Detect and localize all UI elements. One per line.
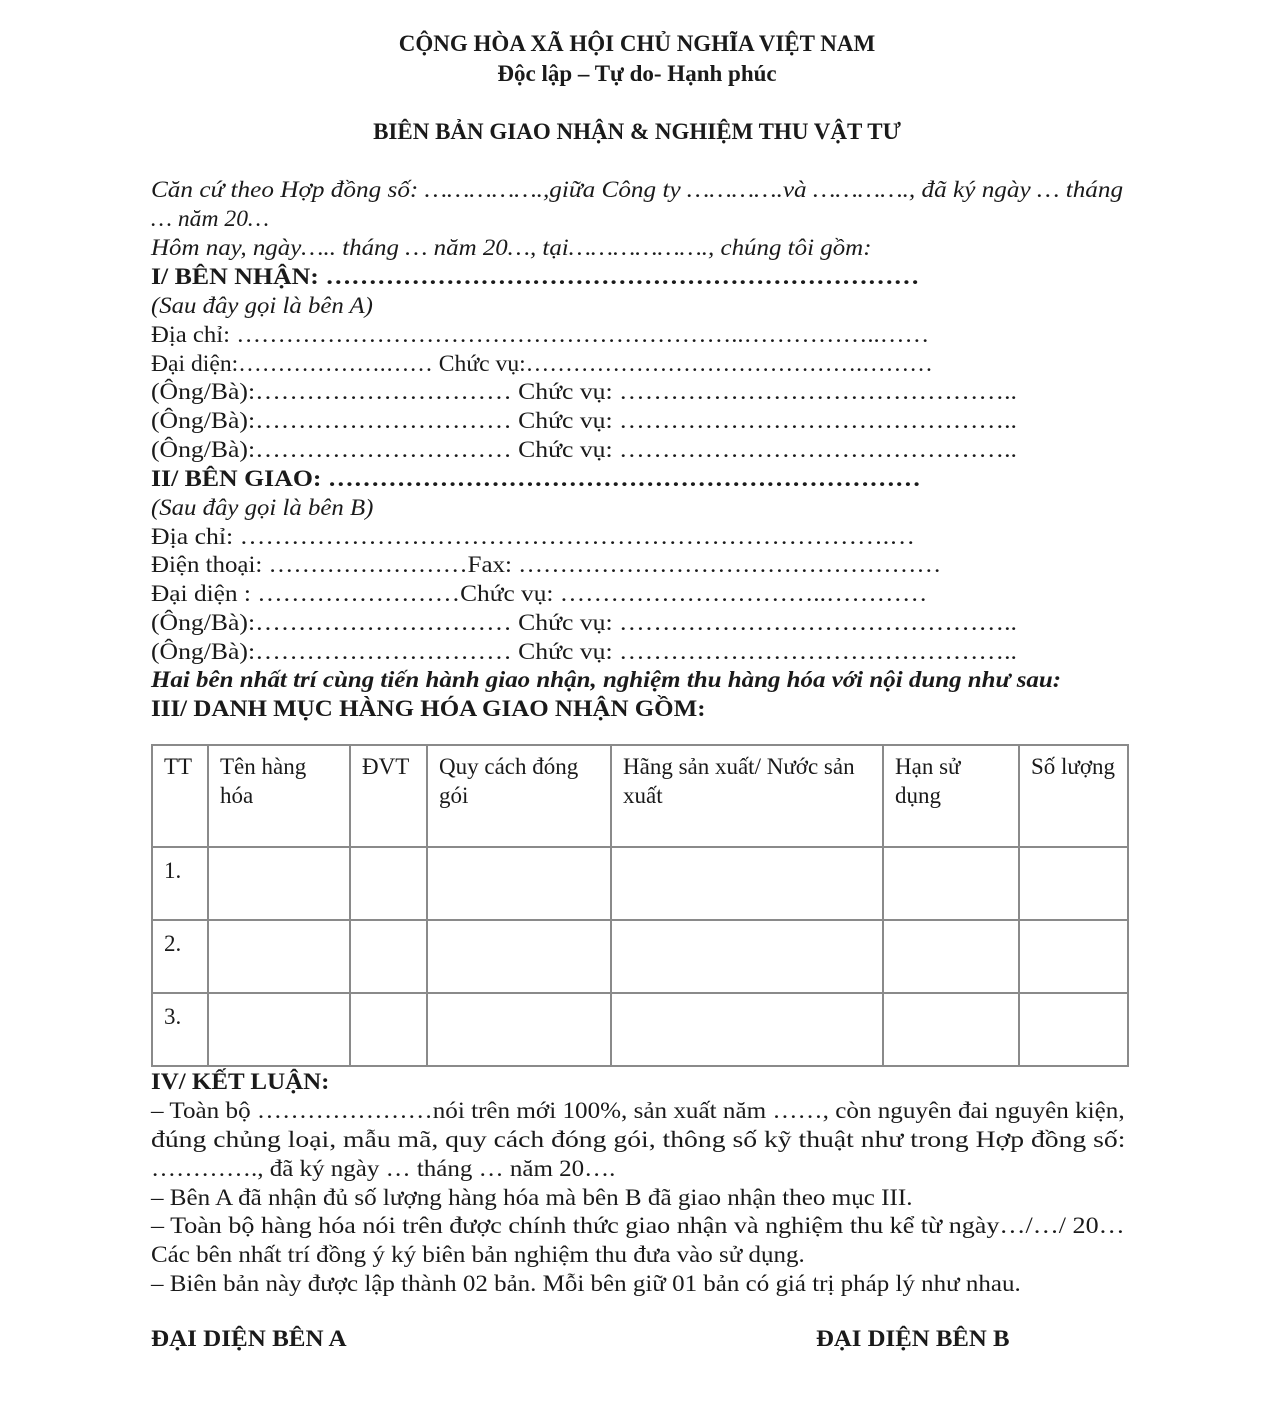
meeting-date-line: Hôm nay, ngày….. tháng … năm 20…, tại………………., chúng tôi gồm: — [151, 235, 872, 260]
cell-packaging[interactable] — [427, 920, 611, 993]
conclusion-p4: – Biên bản này được lập thành 02 bản. Mỗi bên giữ 01 bản có giá trị pháp lý như nhau. — [151, 1271, 1021, 1296]
cell-quantity[interactable] — [1019, 847, 1128, 920]
party-b-heading: II/ BÊN GIAO: …………………………………………………………… — [151, 466, 921, 491]
cell-manufacturer[interactable] — [611, 993, 883, 1066]
party-a-heading: I/ BÊN NHẬN: …………………………………………………………… — [151, 264, 920, 289]
goods-table — [151, 744, 1129, 1067]
column-header-unit: ĐVT — [350, 745, 427, 847]
conclusion-p1-line-3: …………., đã ký ngày … tháng … năm 20…. — [151, 1156, 616, 1181]
party-a-address: Địa chỉ: ……………………………………………………..……………..…… — [151, 322, 930, 347]
cell-expiry[interactable] — [883, 847, 1019, 920]
national-motto: Độc lập – Tự do- Hạnh phúc — [497, 61, 777, 86]
conclusion-p1-line-1: – Toàn bộ …………………nói trên mới 100%, sản xuất năm ……, còn nguyên đai nguyên kiện, — [151, 1098, 1125, 1123]
party-a-representative: Đại diện:……………….…… Chức vụ:…………………………………….……… — [151, 351, 933, 376]
conclusion-p3-line-2: Các bên nhất trí đồng ý ký biên bản nghiệm thu đưa vào sử dụng. — [151, 1242, 805, 1267]
party-a-person-2: (Ông/Bà):………………………… Chức vụ: ……………………………………….. — [151, 408, 1017, 433]
cell-packaging[interactable] — [427, 993, 611, 1066]
cell-manufacturer[interactable] — [611, 920, 883, 993]
cell-item-name[interactable] — [208, 993, 350, 1066]
column-header-item-name: Tên hàng hóa — [208, 745, 350, 847]
cell-packaging[interactable] — [427, 847, 611, 920]
conclusion-p1-line-2: đúng chủng loại, mẫu mã, quy cách đóng gói, thông số kỹ thuật như trong Hợp đồng số: — [151, 1127, 1126, 1152]
document-title: BIÊN BẢN GIAO NHẬN & NGHIỆM THU VẬT TƯ — [373, 119, 901, 144]
party-a-person-3: (Ông/Bà):………………………… Chức vụ: ……………………………………….. — [151, 437, 1017, 462]
party-b-phone-fax: Điện thoại: ……………………Fax: …………………………………………… — [151, 552, 942, 577]
party-b-address: Địa chỉ: ………………………………………………………………….… — [151, 524, 915, 549]
column-header-packaging: Quy cách đóng gói — [427, 745, 611, 847]
table-row — [152, 920, 1128, 993]
signature-label-party-b: ĐẠI DIỆN BÊN B — [816, 1326, 1010, 1351]
cell-unit[interactable] — [350, 920, 427, 993]
cell-expiry[interactable] — [883, 920, 1019, 993]
party-a-person-1: (Ông/Bà):………………………… Chức vụ: ……………………………………….. — [151, 379, 1017, 404]
conclusion-p3-line-1: – Toàn bộ hàng hóa nói trên được chính thức giao nhận và nghiệm thu kể từ ngày…/…/ 20… — [151, 1213, 1125, 1238]
party-b-representative: Đại diện : ……………………Chức vụ: …………………………..………… — [151, 581, 928, 606]
party-b-note: (Sau đây gọi là bên B) — [151, 495, 374, 520]
cell-item-name[interactable] — [208, 920, 350, 993]
cell-unit[interactable] — [350, 993, 427, 1066]
column-header-tt: TT — [152, 745, 208, 847]
agreement-statement: Hai bên nhất trí cùng tiến hành giao nhận, nghiệm thu hàng hóa với nội dung như sau: — [151, 667, 1062, 692]
signature-label-party-a: ĐẠI DIỆN BÊN A — [151, 1326, 347, 1351]
contract-basis-line-2: … năm 20… — [151, 206, 270, 231]
cell-unit[interactable] — [350, 847, 427, 920]
table-row — [152, 993, 1128, 1066]
column-header-expiry: Hạn sử dụng — [883, 745, 1019, 847]
table-row — [152, 847, 1128, 920]
cell-quantity[interactable] — [1019, 993, 1128, 1066]
contract-basis-line-1: Căn cứ theo Hợp đồng số: …………….,giữa Công ty ………….và …………., đã ký ngày … tháng — [151, 177, 1124, 202]
cell-item-name[interactable] — [208, 847, 350, 920]
goods-section-heading: III/ DANH MỤC HÀNG HÓA GIAO NHẬN GỒM: — [151, 696, 706, 721]
cell-quantity[interactable] — [1019, 920, 1128, 993]
row-number: 1. — [152, 847, 208, 920]
cell-manufacturer[interactable] — [611, 847, 883, 920]
row-number: 3. — [152, 993, 208, 1066]
party-a-note: (Sau đây gọi là bên A) — [151, 293, 373, 318]
cell-expiry[interactable] — [883, 993, 1019, 1066]
conclusion-p2: – Bên A đã nhận đủ số lượng hàng hóa mà bên B đã giao nhận theo mục III. — [151, 1185, 913, 1210]
goods-table-header — [152, 745, 1128, 847]
party-b-person-2: (Ông/Bà):………………………… Chức vụ: ……………………………………….. — [151, 639, 1017, 664]
conclusion-heading: IV/ KẾT LUẬN: — [151, 1069, 330, 1094]
party-b-person-1: (Ông/Bà):………………………… Chức vụ: ……………………………………….. — [151, 610, 1017, 635]
national-title: CỘNG HÒA XÃ HỘI CHỦ NGHĨA VIỆT NAM — [398, 31, 876, 56]
column-header-quantity: Số lượng — [1019, 745, 1128, 847]
column-header-manufacturer: Hãng sản xuất/ Nước sản xuất — [611, 745, 883, 847]
row-number: 2. — [152, 920, 208, 993]
